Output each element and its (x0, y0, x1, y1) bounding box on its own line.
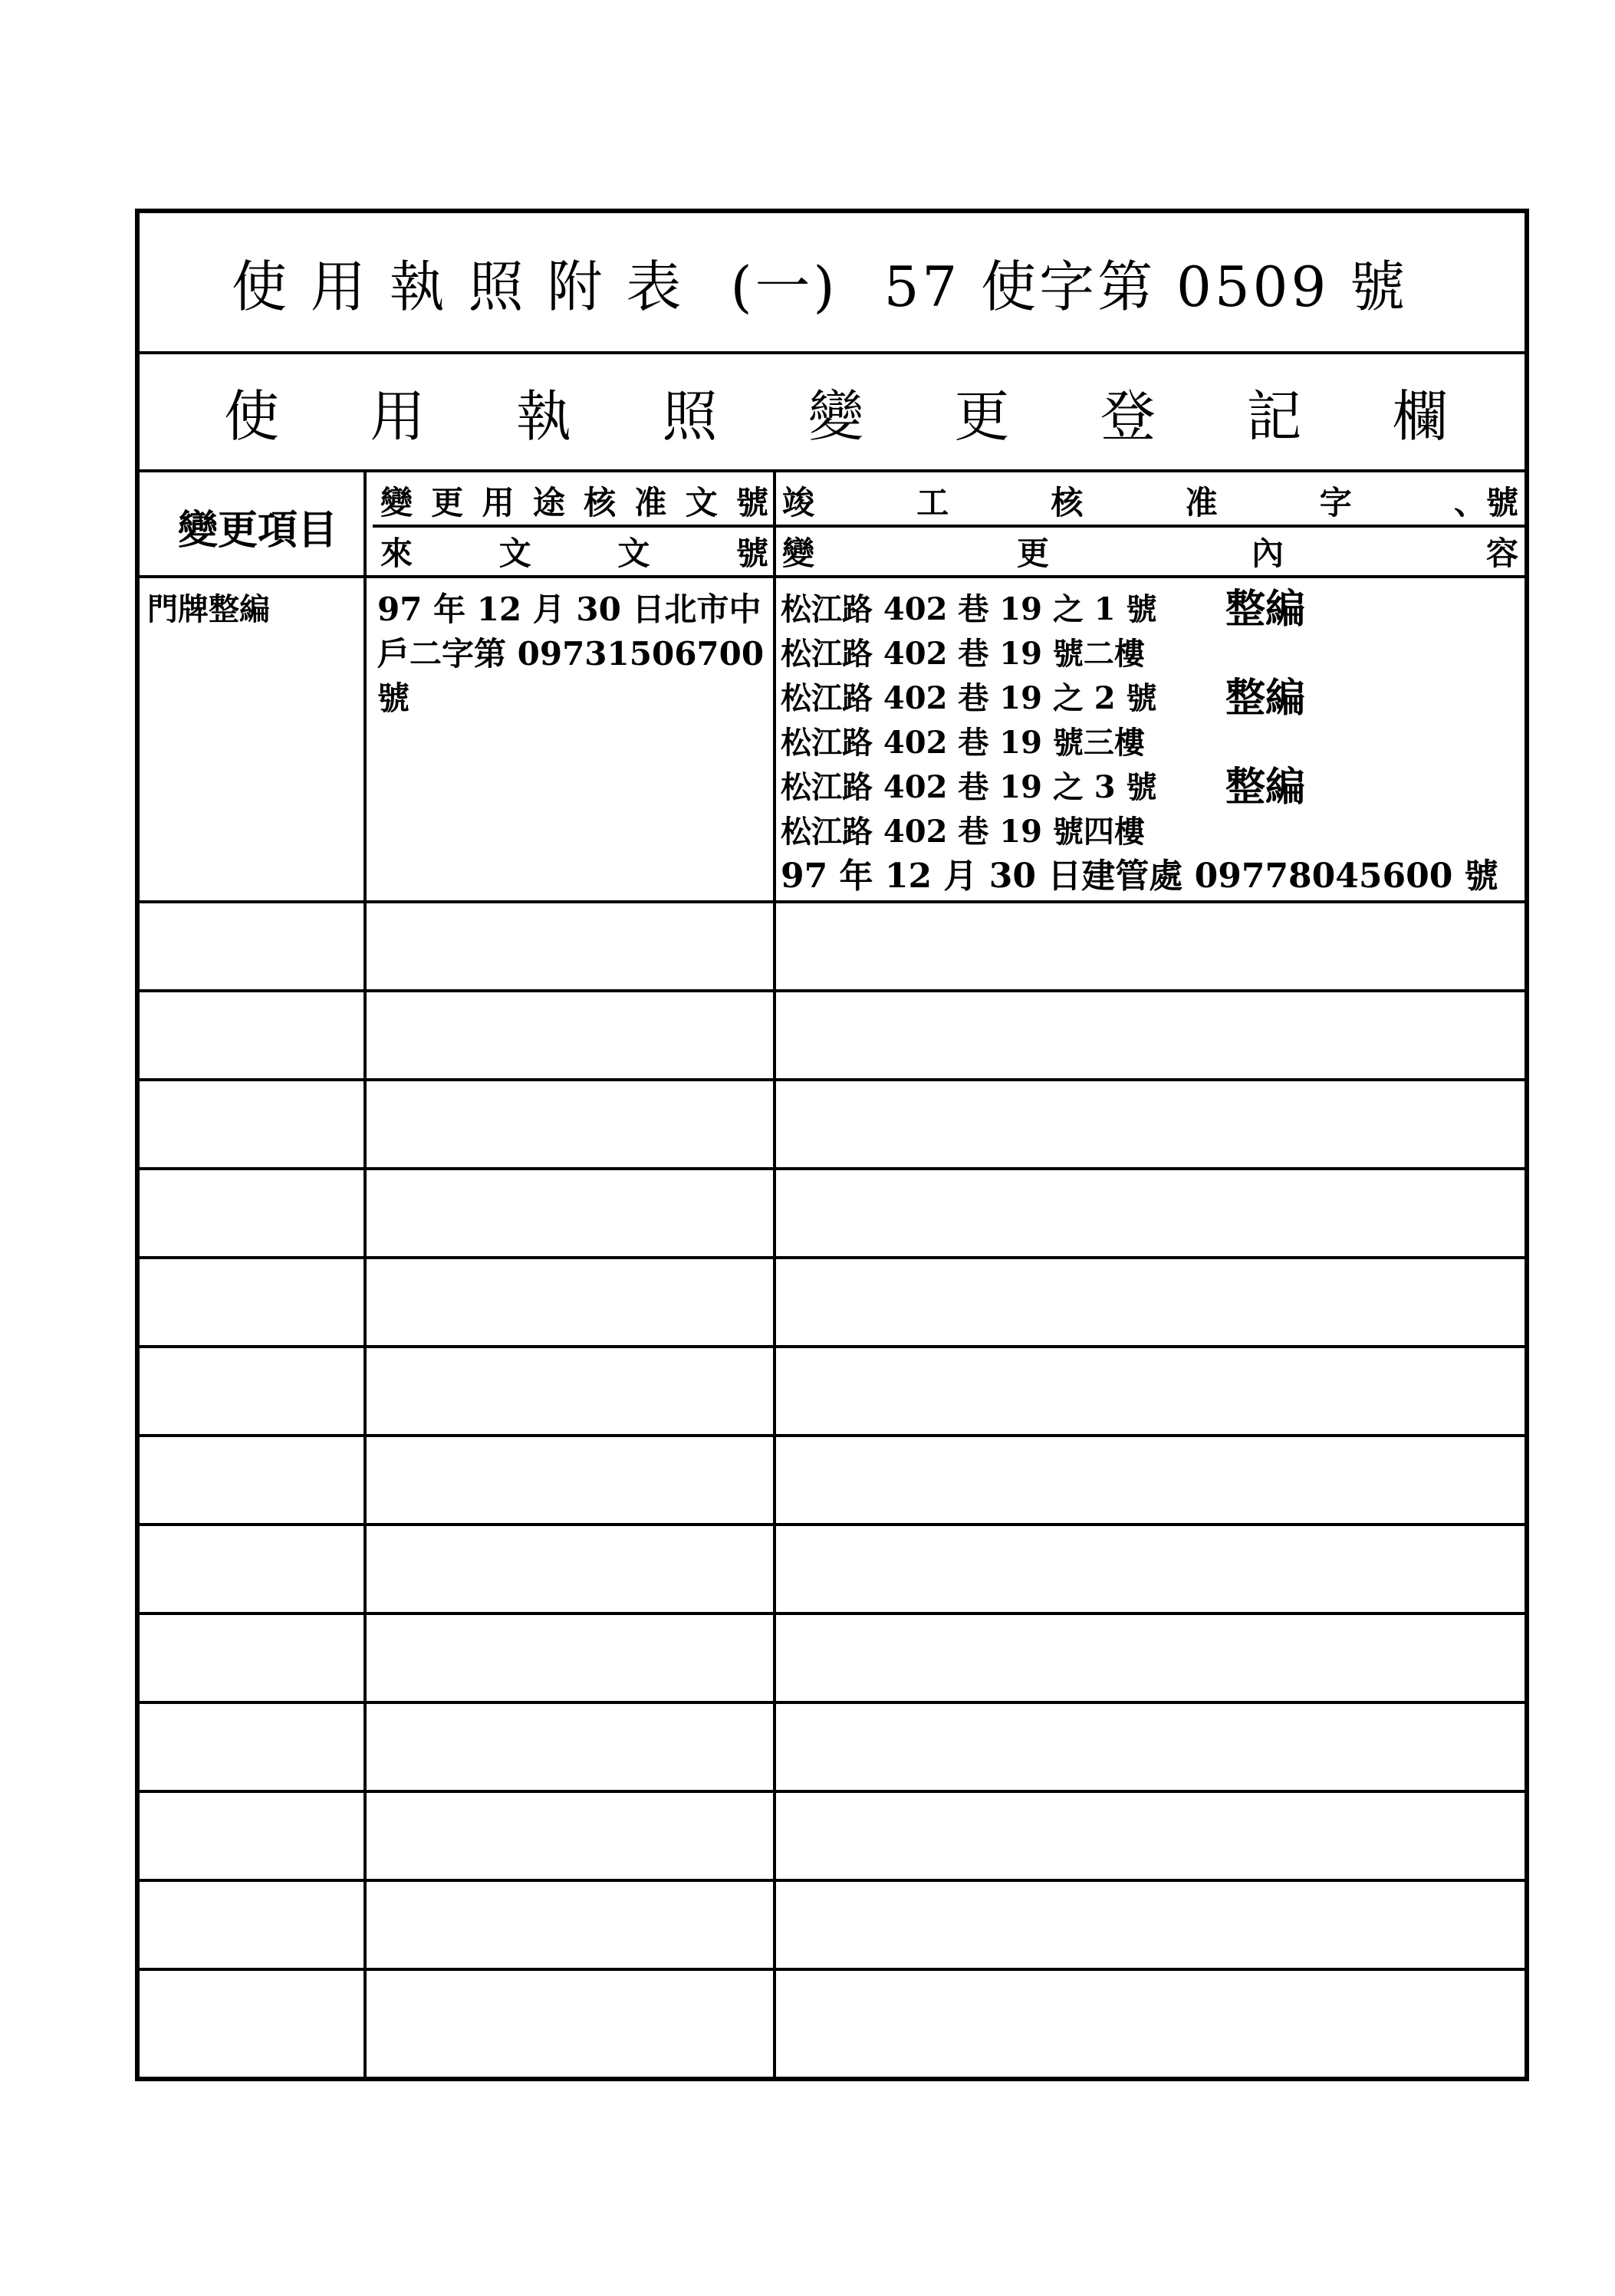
content-tag: 整編 (1225, 675, 1306, 722)
subtitle-char: 變 (808, 384, 863, 449)
subtitle-char: 執 (515, 384, 571, 449)
header-char: 容 (1485, 535, 1518, 572)
content-line: 松江路 402 巷 19 號二樓 (781, 636, 1145, 672)
subtitle-char: 照 (662, 384, 718, 449)
row-divider (140, 1701, 1525, 1704)
header-doc-bottom (376, 529, 773, 574)
header-char: 核 (1051, 484, 1084, 521)
header-char: 文 (498, 535, 531, 572)
entry-doc (377, 587, 764, 721)
form-title (140, 213, 1525, 351)
header-char: 途 (532, 484, 565, 521)
header-content-top (779, 479, 1521, 523)
header-char: 准 (1185, 484, 1218, 521)
content-line: 松江路 402 巷 19 號三樓 (781, 725, 1145, 761)
title-paren: (一) (730, 255, 838, 319)
subtitle-char: 用 (370, 384, 426, 449)
row-divider (140, 1968, 1525, 1971)
content-line: 松江路 402 巷 19 之 1 號 (781, 591, 1157, 627)
row-divider (140, 1078, 1525, 1081)
row-divider (140, 989, 1525, 992)
content-line: 97 年 12 月 30 日建管處 09778045600 號 (781, 857, 1498, 896)
content-line: 松江路 402 巷 19 之 3 號 (781, 769, 1157, 805)
row-divider (140, 1345, 1525, 1348)
header-char: 變 (782, 535, 815, 572)
header-content-bottom (779, 529, 1521, 574)
row-divider (140, 1167, 1525, 1170)
entry-content (781, 587, 1498, 899)
entry-item: 門牌整編 (147, 591, 270, 627)
header-char: 核 (584, 484, 617, 521)
title-number: 57 使字第 0509 號 (883, 255, 1409, 319)
entry-doc-line: 97 年 12 月 30 日北市中 (377, 590, 761, 628)
content-line: 松江路 402 巷 19 號四樓 (781, 814, 1145, 850)
header-doc-top (376, 479, 773, 523)
form-subtitle (140, 354, 1525, 469)
row-divider (140, 900, 1525, 903)
header-char: 、號 (1453, 484, 1518, 521)
registration-form (135, 209, 1529, 2081)
content-tag: 整編 (1225, 586, 1306, 633)
title-prefix: 使 用 執 照 附 表 (232, 255, 685, 319)
header-char: 更 (1016, 535, 1049, 572)
subtitle-char: 更 (954, 384, 1010, 449)
entry-doc-line: 戶二字第 09731506700 (377, 635, 765, 673)
header-char: 文 (617, 535, 650, 572)
header-char: 字 (1319, 484, 1352, 521)
header-char: 用 (482, 484, 515, 521)
header-char: 號 (735, 484, 768, 521)
header-char: 號 (735, 535, 768, 572)
header-char: 工 (916, 484, 949, 521)
row-divider (140, 1434, 1525, 1437)
header-char: 竣 (782, 484, 815, 521)
header-char: 更 (431, 484, 464, 521)
header-char: 變 (380, 484, 413, 521)
entry-doc-line: 號 (377, 679, 410, 717)
subtitle-char: 使 (224, 384, 280, 449)
subtitle-char: 欄 (1392, 384, 1448, 449)
header-char: 准 (634, 484, 667, 521)
content-line: 松江路 402 巷 19 之 2 號 (781, 680, 1157, 716)
row-divider (140, 1612, 1525, 1615)
header-char: 來 (380, 535, 413, 572)
content-tag: 整編 (1225, 764, 1306, 811)
row-divider (140, 1790, 1525, 1793)
header-char: 文 (685, 484, 718, 521)
row-divider (140, 1523, 1525, 1526)
header-char: 內 (1251, 535, 1284, 572)
header-item: 變更項目 (177, 506, 337, 554)
row-divider (140, 1256, 1525, 1259)
subtitle-char: 登 (1100, 384, 1156, 449)
subtitle-char: 記 (1246, 384, 1302, 449)
row-divider (140, 1879, 1525, 1882)
